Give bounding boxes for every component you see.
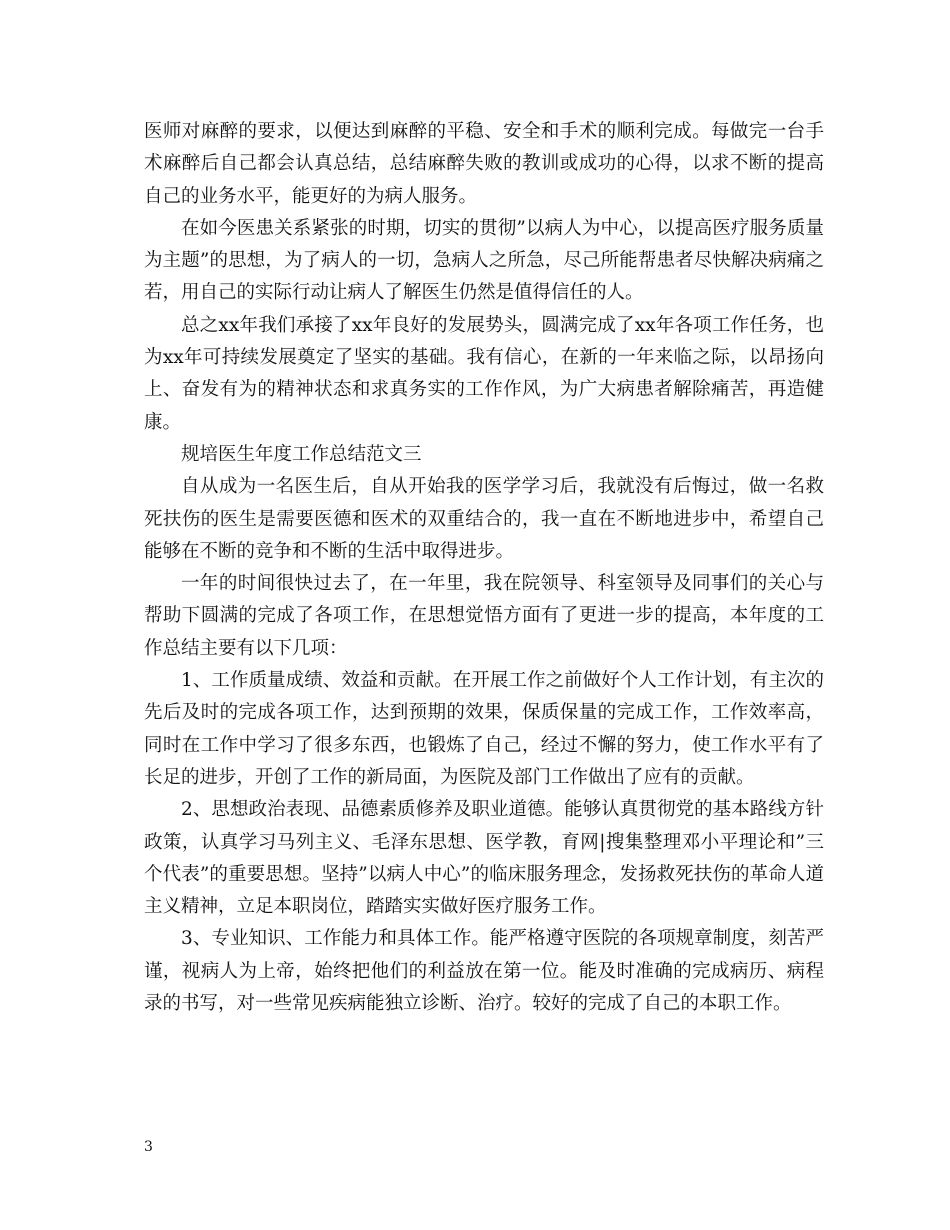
page-number: 3 xyxy=(144,1139,153,1155)
paragraph-3: 总之xx年我们承接了xx年良好的发展势头，圆满完成了xx年各项工作任务，也为xx年可持续发展奠定了坚实的基础。我有信心，在新的一年来临之际，以昂扬向上、奋发有为的精神状态和求真务实的工作作风，为广大病患者解除痛苦，再造健康。 xyxy=(144,314,824,433)
paragraph-2: 在如今医患关系紧张的时期，切实的贯彻”以病人为中心，以提高医疗服务质量为主题”的思想，为了病人的一切，急病人之所急，尽己所能帮患者尽快解决病痛之若，用自己的实际行动让病人了解医生仍然是值得信任的人。 xyxy=(144,217,824,304)
paragraph-1: 医师对麻醉的要求，以便达到麻醉的平稳、安全和手术的顺利完成。每做完一台手术麻醉后自己都会认真总结，总结麻醉失败的教训或成功的心得，以求不断的提高自己的业务水平，能更好的为病人服务。 xyxy=(144,121,824,207)
paragraph-6: 一年的时间很快过去了，在一年里，我在院领导、科室领导及同事们的关心与帮助下圆满的完成了各项工作，在思想觉悟方面有了更进一步的提高，本年度的工作总结主要有以下几项： xyxy=(144,573,824,659)
list-item-1: 1、工作质量成绩、效益和贡献。在开展工作之前做好个人工作计划，有主次的先后及时的完成各项工作，达到预期的效果，保质保量的完成工作，工作效率高，同时在工作中学习了很多东西，也锻炼了自己，经过不懈的努力，使工作水平有了长足的进步，开创了工作的新局面，为医院及部门工作做出了应有的贡献。 xyxy=(144,670,824,788)
list-item-3: 3、专业知识、工作能力和具体工作。能严格遵守医院的各项规章制度，刻苦严谨，视病人为上帝，始终把他们的利益放在第一位。能及时准确的完成病历、病程录的书写，对一些常见疾病能独立诊断、治疗。较好的完成了自己的本职工作。 xyxy=(144,928,824,1015)
paragraph-5: 自从成为一名医生后，自从开始我的医学学习后，我就没有后悔过，做一名救死扶伤的医生是需要医德和医术的双重结合的，我一直在不断地进步中，希望自己能够在不断的竞争和不断的生活中取得进步。 xyxy=(144,476,824,562)
section-heading: 规培医生年度工作总结范文三 xyxy=(181,443,422,465)
document-body xyxy=(144,116,824,1020)
list-item-2: 2、思想政治表现、品德素质修养及职业道德。能够认真贯彻党的基本路线方针政策，认真学习马列主义、毛泽东思想、医学教，育网|搜集整理邓小平理论和”三个代表”的重要思想。坚持”以病人中心”的临床服务理念，发扬救死扶伤的革命人道主义精神，立足本职岗位，踏踏实实做好医疗服务工作。 xyxy=(144,799,824,918)
